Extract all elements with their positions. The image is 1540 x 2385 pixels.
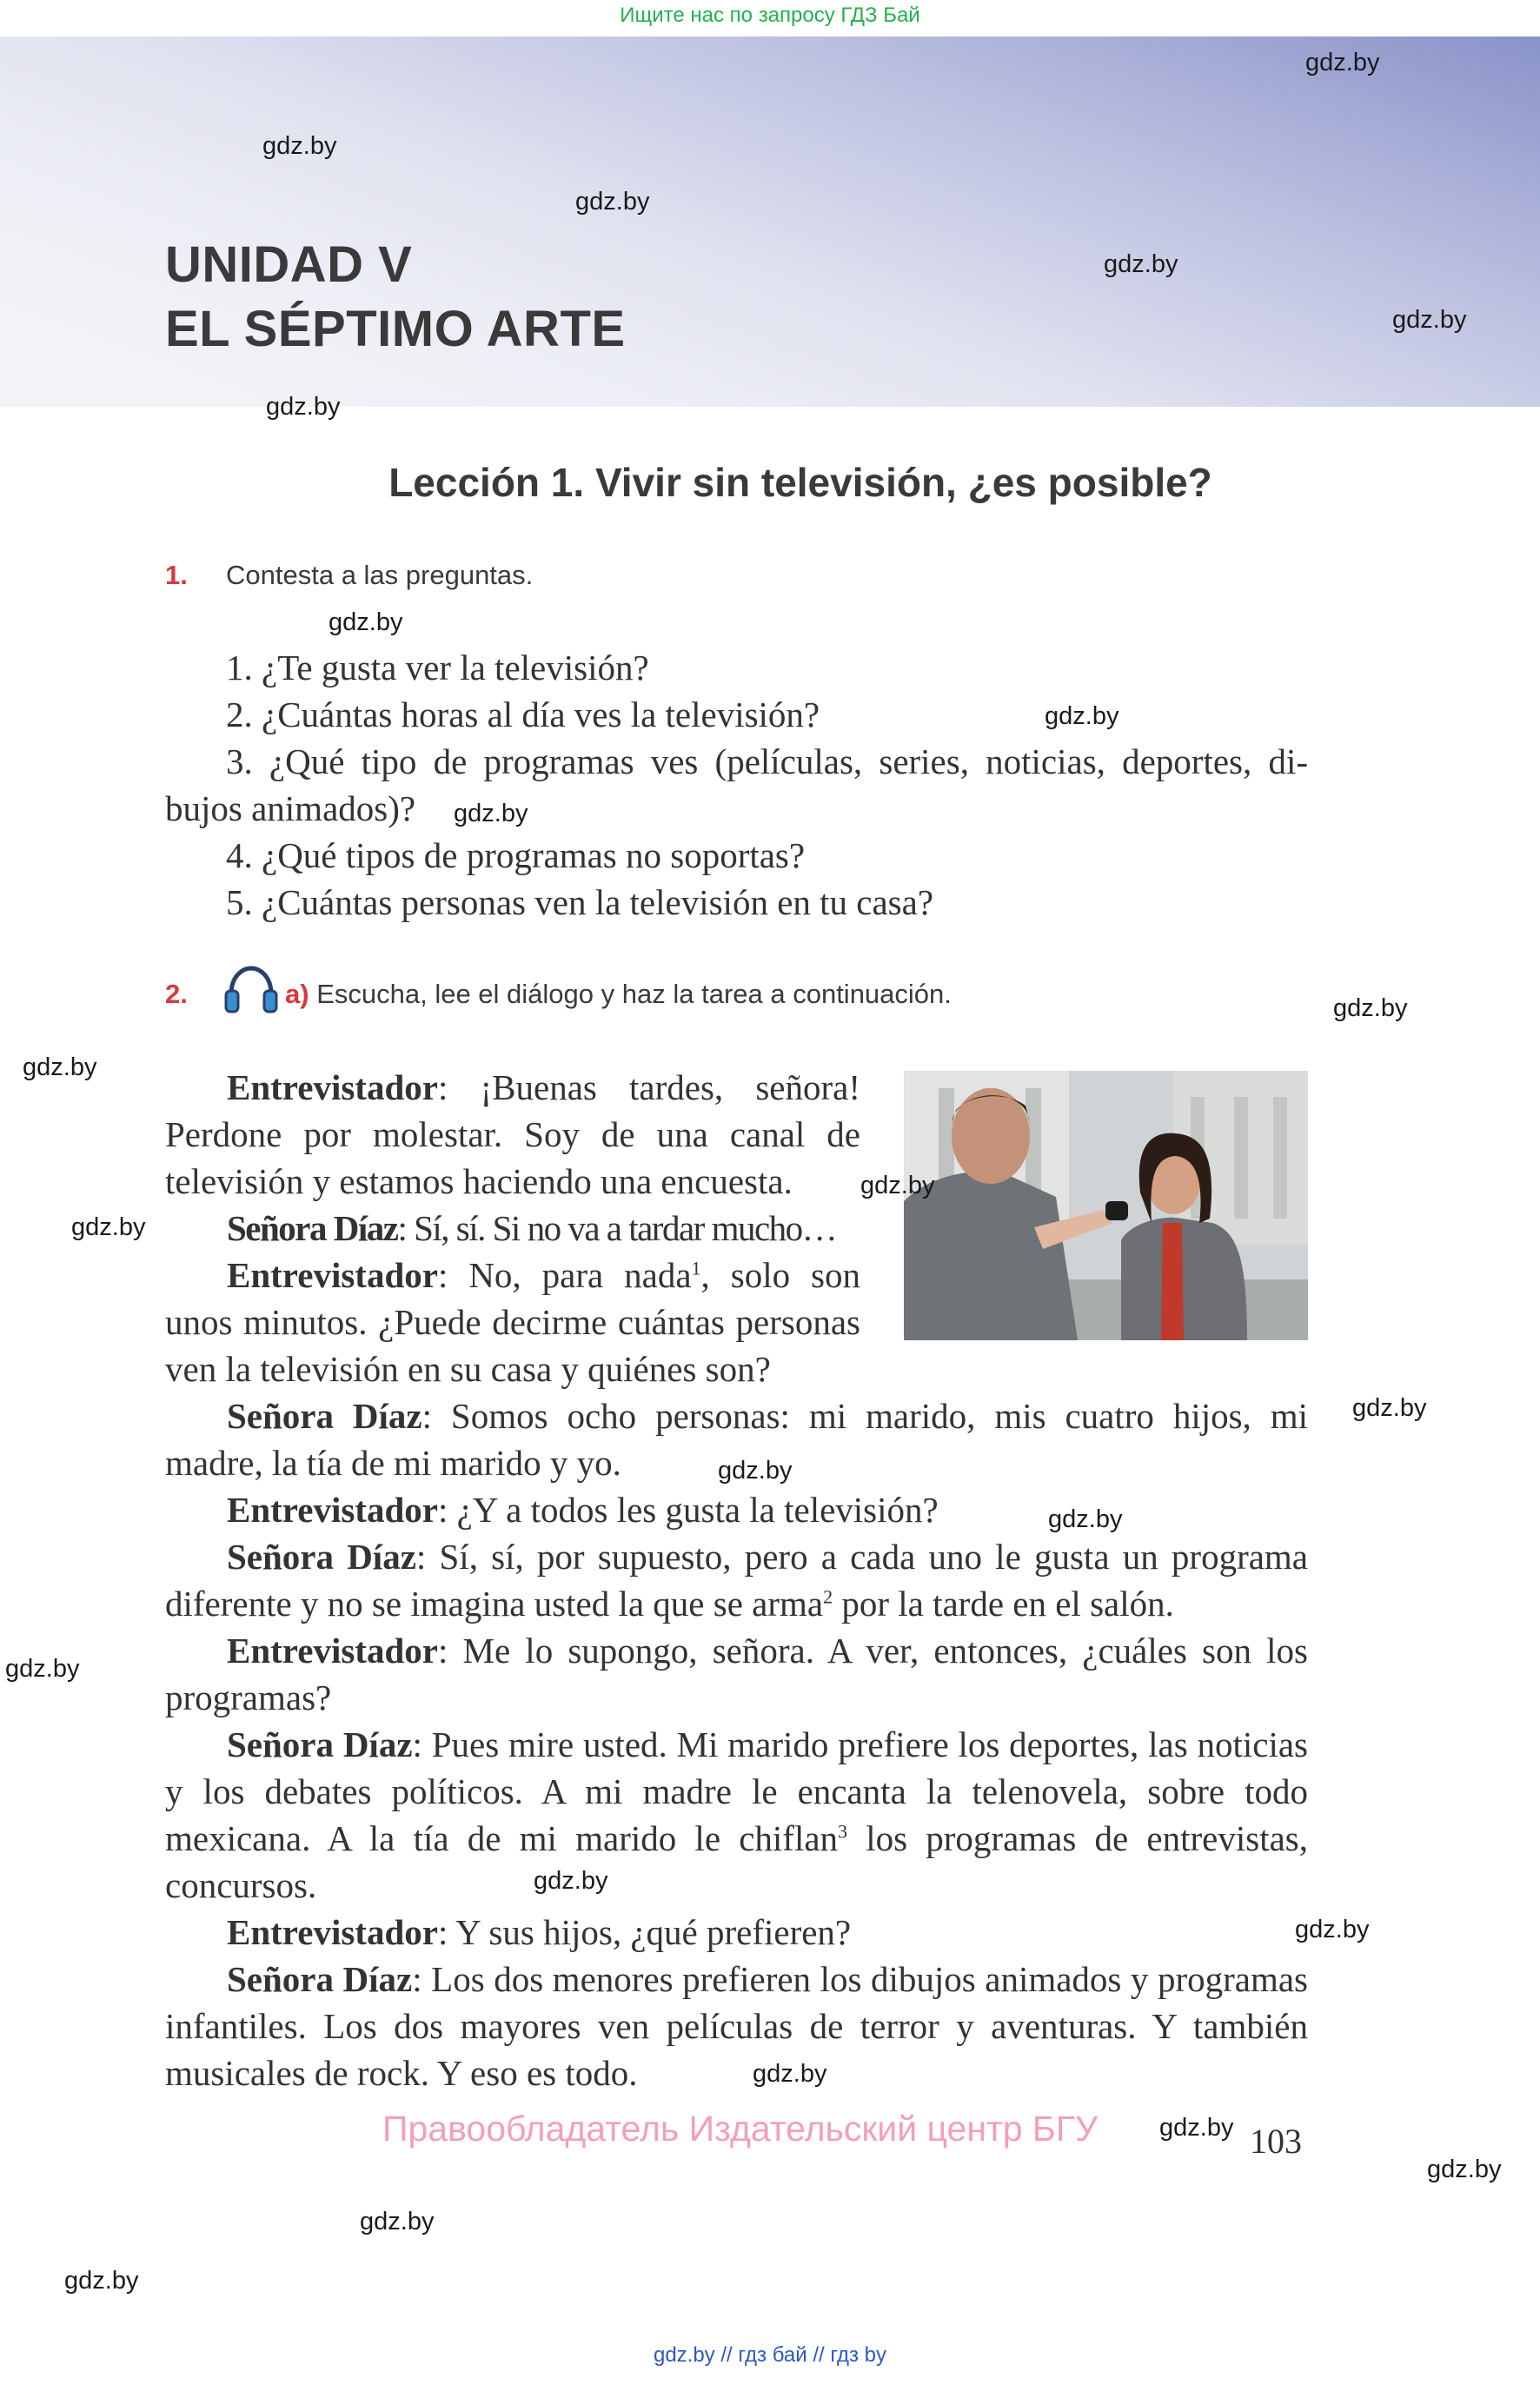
- watermark: gdz.by: [23, 1053, 97, 1081]
- dialogue-line: [165, 1721, 1308, 1909]
- speaker-name: Señora Díaz: [227, 1724, 413, 1764]
- watermark: gdz.by: [1333, 994, 1408, 1022]
- dialogue-line: [165, 1533, 1308, 1627]
- dialogue-text: : Somos ocho personas: mi marido, mis cuatro hijos, mi madre, la tía de mi marido y yo.: [165, 1396, 1308, 1483]
- top-banner[interactable]: Ищите нас по запросу ГДЗ Бай: [620, 3, 920, 27]
- speaker-name: Señora Díaz: [227, 1396, 422, 1436]
- question-2: 2. ¿Cuántas horas al día ves la televisión?: [226, 694, 820, 734]
- speaker-name: Señora Díaz: [227, 1959, 413, 1999]
- speaker-name: Entrevistador: [227, 1490, 438, 1530]
- dialogue-line: [165, 1205, 860, 1252]
- speaker-name: Entrevistador: [227, 1912, 438, 1952]
- dialogue-text: : Pues mire usted. Mi marido prefiere los deportes, las noticias y los debates políticos. A mi madre le encanta la telenovela, sobre todo mexicana. A la tía de mi marido le chiflan: [165, 1724, 1309, 1858]
- speaker-name: Señora Díaz: [227, 1537, 416, 1577]
- watermark: gdz.by: [575, 188, 650, 216]
- dialogue-line: [165, 1064, 860, 1205]
- dialogue-text: : ¿Y a todos les gusta la televisión?: [437, 1490, 939, 1530]
- unit-title: [165, 233, 626, 362]
- watermark: gdz.by: [1048, 1505, 1123, 1533]
- dialogue-line: [165, 1252, 860, 1392]
- speaker-name: Entrevistador: [227, 1067, 438, 1107]
- dialogue-line: [165, 1909, 1308, 1956]
- dialogue-line: [165, 1627, 1308, 1721]
- question-4: 4. ¿Qué tipos de programas no soportas?: [226, 835, 806, 875]
- dialogue-text: : Me lo supongo, señora. A ver, entonces, ¿cuáles son los programas?: [165, 1631, 1308, 1717]
- dialogue-text: , solo son unos minutos. ¿Puede decirme cuántas personas ven la televisión en su casa y quiénes son?: [165, 1255, 860, 1389]
- watermark: gdz.by: [1045, 702, 1119, 730]
- watermark: gdz.by: [860, 1172, 935, 1199]
- exercise-1-instruction: Contesta a las preguntas.: [226, 560, 534, 590]
- dialogue-text: : Los dos menores prefieren los dibujos animados y programas infantiles. Los dos mayores ven películas de terror y aventuras. Y también musicales de rock. Y eso es todo.: [165, 1959, 1308, 2093]
- exercise-2-number: 2.: [165, 979, 188, 1009]
- interview-photo: [904, 1071, 1308, 1340]
- watermark: gdz.by: [71, 1213, 146, 1241]
- speaker-name: Entrevistador: [227, 1631, 438, 1671]
- dialogue-line: [165, 1956, 1308, 2096]
- unit-number: UNIDAD V: [165, 236, 413, 293]
- dialogue-text: los programas de entrevistas, concursos.: [165, 1818, 1308, 1905]
- speaker-name: Señora Díaz: [227, 1208, 398, 1248]
- dialogue-text: por la tarde en el salón.: [833, 1584, 1174, 1624]
- lesson-title: Lección 1. Vivir sin televisión, ¿es posible?: [388, 460, 1212, 505]
- watermark: gdz.by: [1305, 49, 1380, 76]
- watermark: gdz.by: [329, 608, 403, 636]
- watermark: gdz.by: [64, 2267, 139, 2295]
- dialogue-text: : Y sus hijos, ¿qué prefieren?: [437, 1912, 852, 1952]
- footnote-ref: 1: [691, 1257, 701, 1279]
- watermark: gdz.by: [454, 800, 528, 827]
- headphones-icon[interactable]: [224, 965, 278, 1013]
- dialogue-text: : ¡Buenas tardes, señora! Perdone por molestar. Soy de una canal de televisión y estamos haciendo una encuesta.: [165, 1067, 860, 1201]
- watermark: gdz.by: [753, 2060, 827, 2088]
- watermark: gdz.by: [534, 1867, 608, 1895]
- speaker-name: Entrevistador: [227, 1255, 438, 1295]
- rights-holder: Правообладатель Издательский центр БГУ: [382, 2109, 1099, 2149]
- exercise-2-instruction: [285, 979, 952, 1010]
- dialogue-text: : Sí, sí, por supuesto, pero a cada uno le gusta un programa diferente y no se imagina usted la que se arma: [165, 1537, 1309, 1624]
- dialogue-part-2: [165, 1392, 1308, 2096]
- watermark: gdz.by: [360, 2208, 435, 2236]
- question-1: 1. ¿Te gusta ver la televisión?: [226, 648, 649, 688]
- dialogue-part-1: [165, 1064, 860, 1392]
- watermark: gdz.by: [262, 132, 337, 160]
- watermark: gdz.by: [1159, 2114, 1234, 2142]
- watermark: gdz.by: [1427, 2156, 1502, 2183]
- question-3: 3. ¿Qué tipo de programas ves (películas, series, noticias, deportes, di-: [226, 741, 1308, 781]
- unit-name: EL SÉPTIMO ARTE: [165, 301, 626, 357]
- question-5: 5. ¿Cuántas personas ven la televisión en tu casa?: [226, 882, 934, 922]
- footnote-ref: 2: [823, 1585, 833, 1608]
- watermark: gdz.by: [1295, 1916, 1370, 1943]
- watermark: gdz.by: [5, 1655, 80, 1683]
- watermark: gdz.by: [1352, 1394, 1427, 1422]
- exercise-2-sub: a): [285, 979, 309, 1009]
- dialogue-text: : No, para nada: [437, 1255, 692, 1295]
- exercise-1-number: 1.: [165, 560, 188, 590]
- page-number: 103: [1250, 2122, 1302, 2161]
- dialogue-line: [165, 1486, 1308, 1533]
- dialogue-text: : Sí, sí. Si no va a tardar mucho…: [397, 1208, 837, 1248]
- exercise-2-text: Escucha, lee el diálogo y haz la tarea a continuación.: [316, 979, 952, 1009]
- watermark: gdz.by: [266, 393, 341, 421]
- footer-links[interactable]: gdz.by // гдз бай // гдз by: [653, 2343, 887, 2367]
- watermark: gdz.by: [1104, 250, 1178, 278]
- footnote-ref: 3: [838, 1820, 848, 1843]
- watermark: gdz.by: [1392, 306, 1467, 334]
- watermark: gdz.by: [718, 1457, 793, 1485]
- question-3-cont: bujos animados)?: [165, 788, 416, 828]
